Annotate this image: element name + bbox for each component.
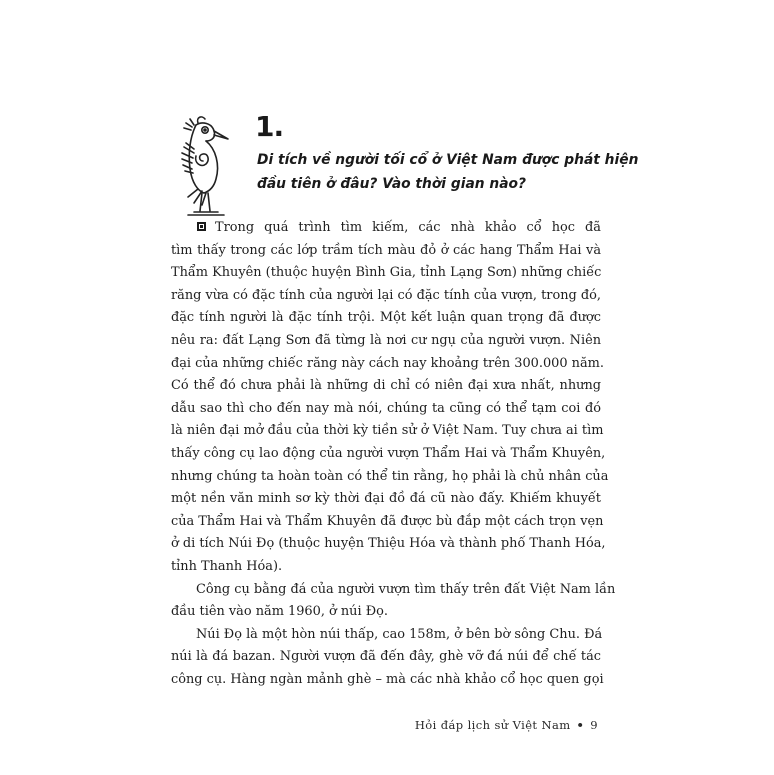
body-line: thấy công cụ lao động của người vượn Thẩm Hai và Thẩm Khuyên, <box>171 445 606 461</box>
page-footer <box>415 718 598 732</box>
body-line: nhưng chúng ta hoàn toàn có thể tin rằng, họ phải là chủ nhân của <box>171 468 609 484</box>
body-line: của Thẩm Hai và Thẩm Khuyên đã được bù đắp một cách trọn vẹn <box>171 513 604 529</box>
page-number: 9 <box>590 718 598 732</box>
body-line: đặc tính người là đặc tính trội. Một kết luận quan trọng đã được <box>171 310 601 326</box>
answer-bullet-icon <box>197 222 206 231</box>
body-line: dẫu sao thì cho đến nay mà nói, chúng ta cũng có thể tạm coi đó <box>171 400 601 416</box>
body-line-1: Trong quá trình tìm kiếm, các nhà khảo cổ học đã <box>171 217 601 240</box>
question-title <box>257 148 639 196</box>
body-line: là niên đại mở đầu của thời kỳ tiền sử ở Việt Nam. Tuy chưa ai tìm <box>171 423 604 439</box>
body-line: công cụ. Hàng ngàn mảnh ghè – mà các nhà khảo cổ học quen gọi <box>171 671 604 687</box>
answer-body <box>171 217 616 691</box>
question-title-line: Di tích về người tối cổ ở Việt Nam được phát hiện <box>257 152 639 168</box>
body-line: Núi Đọ là một hòn núi thấp, cao 158m, ở bên bờ sông Chu. Đá <box>196 626 603 642</box>
body-line: tỉnh Thanh Hóa). <box>171 558 283 574</box>
body-line: tìm thấy trong các lớp trầm tích màu đỏ ở các hang Thẩm Hai và <box>171 242 601 258</box>
book-title: Hỏi đáp lịch sử Việt Nam <box>414 718 571 732</box>
body-line: đầu tiên vào năm 1960, ở núi Đọ. <box>171 604 388 620</box>
footer-separator: • <box>576 718 585 732</box>
body-line: núi là đá bazan. Người vượn đã đến đây, ghè vỡ đá núi để chế tác <box>171 649 601 665</box>
question-number: 1. <box>255 110 284 143</box>
body-line: ở di tích Núi Đọ (thuộc huyện Thiệu Hóa và thành phố Thanh Hóa, <box>171 536 606 552</box>
question-title-line: đầu tiên ở đâu? Vào thời gian nào? <box>257 176 526 192</box>
body-line: Thẩm Khuyên (thuộc huyện Bình Gia, tỉnh Lạng Sơn) những chiếc <box>171 265 602 281</box>
body-line: răng vừa có đặc tính của người lại có đặc tính của vượn, trong đó, <box>171 287 601 303</box>
body-line: Có thể đó chưa phải là những di chỉ có niên đại xưa nhất, nhưng <box>171 378 601 394</box>
body-line: Công cụ bằng đá của người vượn tìm thấy trên đất Việt Nam lần <box>196 581 616 597</box>
body-line: nêu ra: đất Lạng Sơn đã từng là nơi cư ngụ của người vượn. Niên <box>171 332 601 348</box>
dong-son-bird-icon <box>172 113 240 219</box>
body-line: đại của những chiếc răng này cách nay khoảng trên 300.000 năm. <box>171 355 604 371</box>
body-line: một nền văn minh sơ kỳ thời đại đồ đá cũ nào đấy. Khiếm khuyết <box>171 491 601 507</box>
